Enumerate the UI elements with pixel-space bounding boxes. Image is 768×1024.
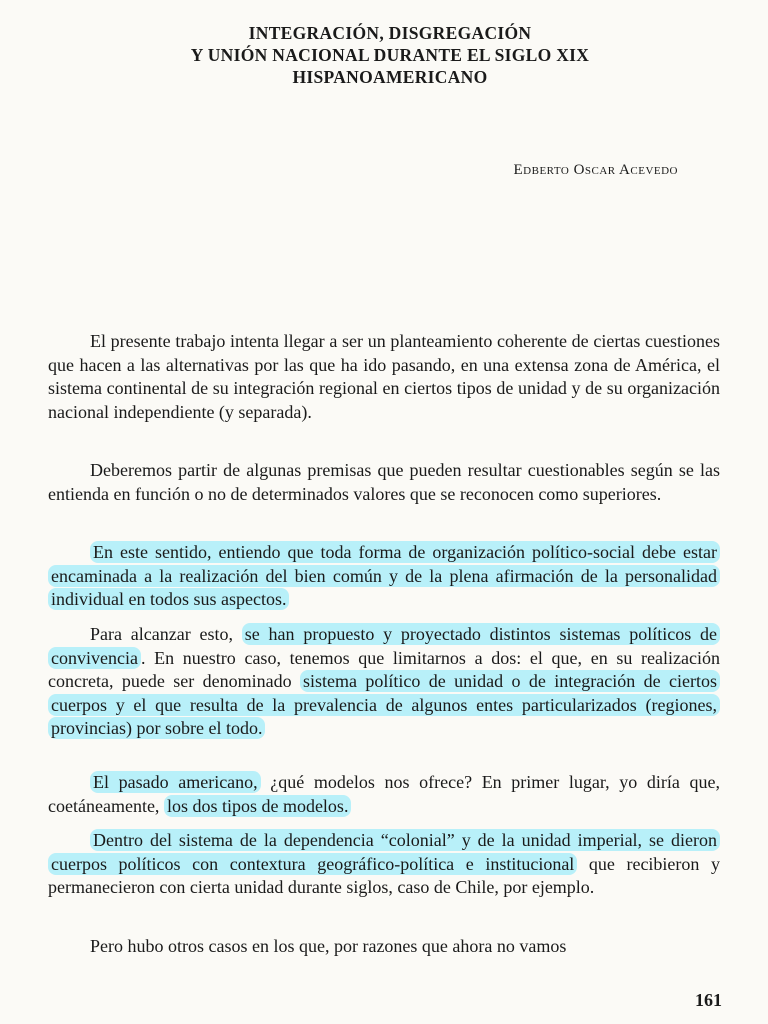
highlighted-text: los dos tipos de modelos. xyxy=(164,795,352,817)
title-line: INTEGRACIÓN, DISGREGACIÓN xyxy=(248,23,532,43)
paragraph xyxy=(48,771,720,818)
paragraph xyxy=(48,541,720,612)
highlighted-text: sistema político de unidad o de integración de ciertos cuerpos y el que resulta de la prevalencia de algunos entes particularizados (regiones, provincias) por sobre el todo. xyxy=(48,670,720,739)
text-run: ¿qué modelos nos ofrece? En primer lugar, yo diría que, coetáneamente, xyxy=(48,772,720,816)
text-run: que recibieron y permanecieron con cierta unidad durante siglos, caso de Chile, por ejemplo. xyxy=(48,853,720,897)
page-number: 161 xyxy=(695,990,722,1010)
text-run: Para alcanzar esto, xyxy=(90,624,242,644)
text-run: . En nuestro caso, tenemos que limitarnos a dos: el que, en su realización concreta, puede ser denominado xyxy=(48,647,720,691)
paragraph xyxy=(48,330,720,424)
title-line: HISPANOAMERICANO xyxy=(292,67,488,87)
text-run: El presente trabajo intenta llegar a ser un planteamiento coherente de ciertas cuestiones que hacen a las alternativas por las que ha ido pasando, en una extensa zona de América, el sistema continental de su integración regional en ciertos tipos de unidad y de su organización nacional independiente (y separada). xyxy=(48,331,720,422)
paragraph xyxy=(48,623,720,741)
paragraph xyxy=(48,935,720,959)
author-name: Edberto Oscar Acevedo xyxy=(513,162,678,178)
article-title xyxy=(60,22,720,88)
paragraph xyxy=(48,459,720,506)
highlighted-text: En este sentido, entiendo que toda forma de organización político-social debe estar encaminada a la realización del bien común y de la plena afirmación de la personalidad individual en todos sus aspectos. xyxy=(48,541,720,610)
highlighted-text: Dentro del sistema de la dependencia “colonial” y de la unidad imperial, se dieron cuerpos políticos con contextura geográfico-política e institucional xyxy=(48,829,720,875)
highlighted-text: se han propuesto y proyectado distintos sistemas políticos de convivencia xyxy=(48,623,720,669)
text-run: Deberemos partir de algunas premisas que pueden resultar cuestionables según se las entienda en función o no de determinados valores que se reconocen como superiores. xyxy=(48,460,720,504)
text-run: Pero hubo otros casos en los que, por razones que ahora no vamos xyxy=(90,936,567,956)
title-line: Y UNIÓN NACIONAL DURANTE EL SIGLO XIX xyxy=(190,45,590,65)
paragraph xyxy=(48,829,720,900)
highlighted-text: El pasado americano, xyxy=(90,771,261,793)
